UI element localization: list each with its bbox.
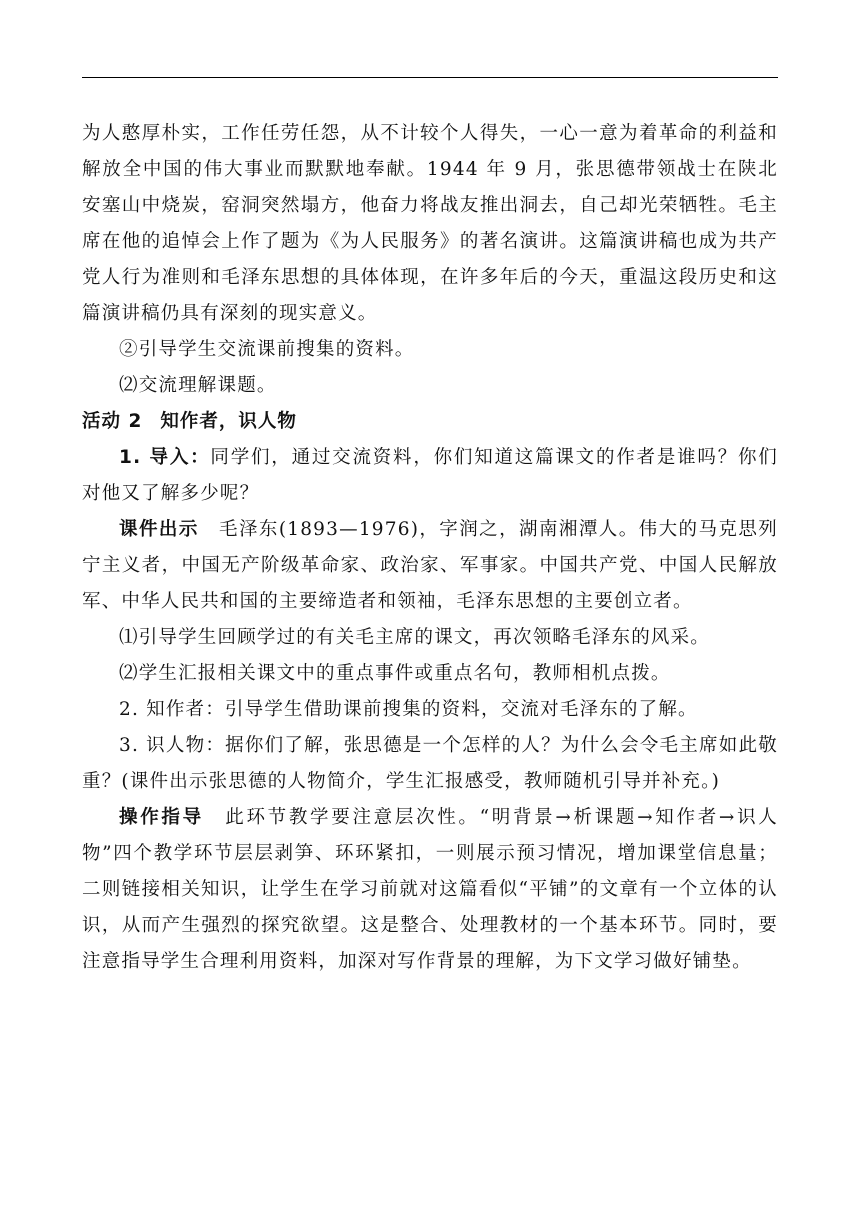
section-3-paragraph: 3. 识人物：据你们了解，张思德是一个怎样的人？为什么会令毛主席如此敬重？(课件出示张思德的人物简介，学生汇报感受，教师随机引导并补充。)	[82, 735, 778, 792]
header-rule	[82, 77, 778, 78]
activity-label: 活动 2	[82, 411, 143, 432]
section-1-paragraph	[82, 440, 778, 512]
section-1-text: 同学们，通过交流资料，你们知道这篇课文的作者是谁吗？你们对他又了解多少呢？	[82, 447, 779, 504]
courseware-label: 课件出示	[119, 519, 199, 540]
guidance-text: 此环节教学要注意层次性。“明背景→析课题→知作者→识人物”四个教学环节层层剥笋、环环紧扣，一则展示预习情况，增加课堂信息量；二则链接相关知识，让学生在学习前就对这篇看似“平铺”的文章有一个立体的认识，从而产生强烈的探究欲望。这是整合、处理教材的一个基本环节。同时，要注意指导学生合理利用资料，加深对写作背景的理解，为下文学习做好铺垫。	[82, 807, 778, 972]
step-2-paragraph: ②引导学生交流课前搜集的资料。	[119, 339, 415, 360]
activity-title: 知作者，识人物	[160, 411, 297, 432]
guidance-label: 操作指导	[119, 807, 204, 828]
section-1-label: 1. 导入：	[119, 447, 211, 468]
courseware-text: 毛泽东(1893—1976)，字润之，湖南湘潭人。伟大的马克思列宁主义者，中国无产阶级革命家、政治家、军事家。中国共产党、中国人民解放军、中华人民共和国的主要缔造者和领袖，毛泽东思想的主要创立者。	[82, 519, 779, 612]
courseware-paragraph	[82, 512, 778, 620]
guidance-paragraph	[82, 800, 778, 980]
item-2-paragraph: ⑵学生汇报相关课文中的重点事件或重点名句，教师相机点拨。	[119, 663, 671, 684]
intro-paragraph: 为人憨厚朴实，工作任劳任怨，从不计较个人得失，一心一意为着革命的利益和解放全中国的伟大事业而默默地奉献。1944 年 9 月，张思德带领战士在陕北安塞山中烧炭，窑洞突然塌方，他奋力将战友推出洞去，自己却光荣牺牲。毛主席在他的追悼会上作了题为《为人民服务》的著名演讲。这篇演讲稿也成为共产党人行为准则和毛泽东思想的具体体现，在许多年后的今天，重温这段历史和这篇演讲稿仍具有深刻的现实意义。	[82, 123, 778, 324]
item-1-paragraph: ⑴引导学生回顾学过的有关毛主席的课文，再次领略毛泽东的风采。	[119, 627, 711, 648]
document-body	[82, 116, 778, 980]
section-2-paragraph: 2. 知作者：引导学生借助课前搜集的资料，交流对毛泽东的了解。	[119, 699, 698, 720]
activity-heading	[82, 404, 778, 440]
step-3-paragraph: ⑵交流理解课题。	[119, 375, 277, 396]
